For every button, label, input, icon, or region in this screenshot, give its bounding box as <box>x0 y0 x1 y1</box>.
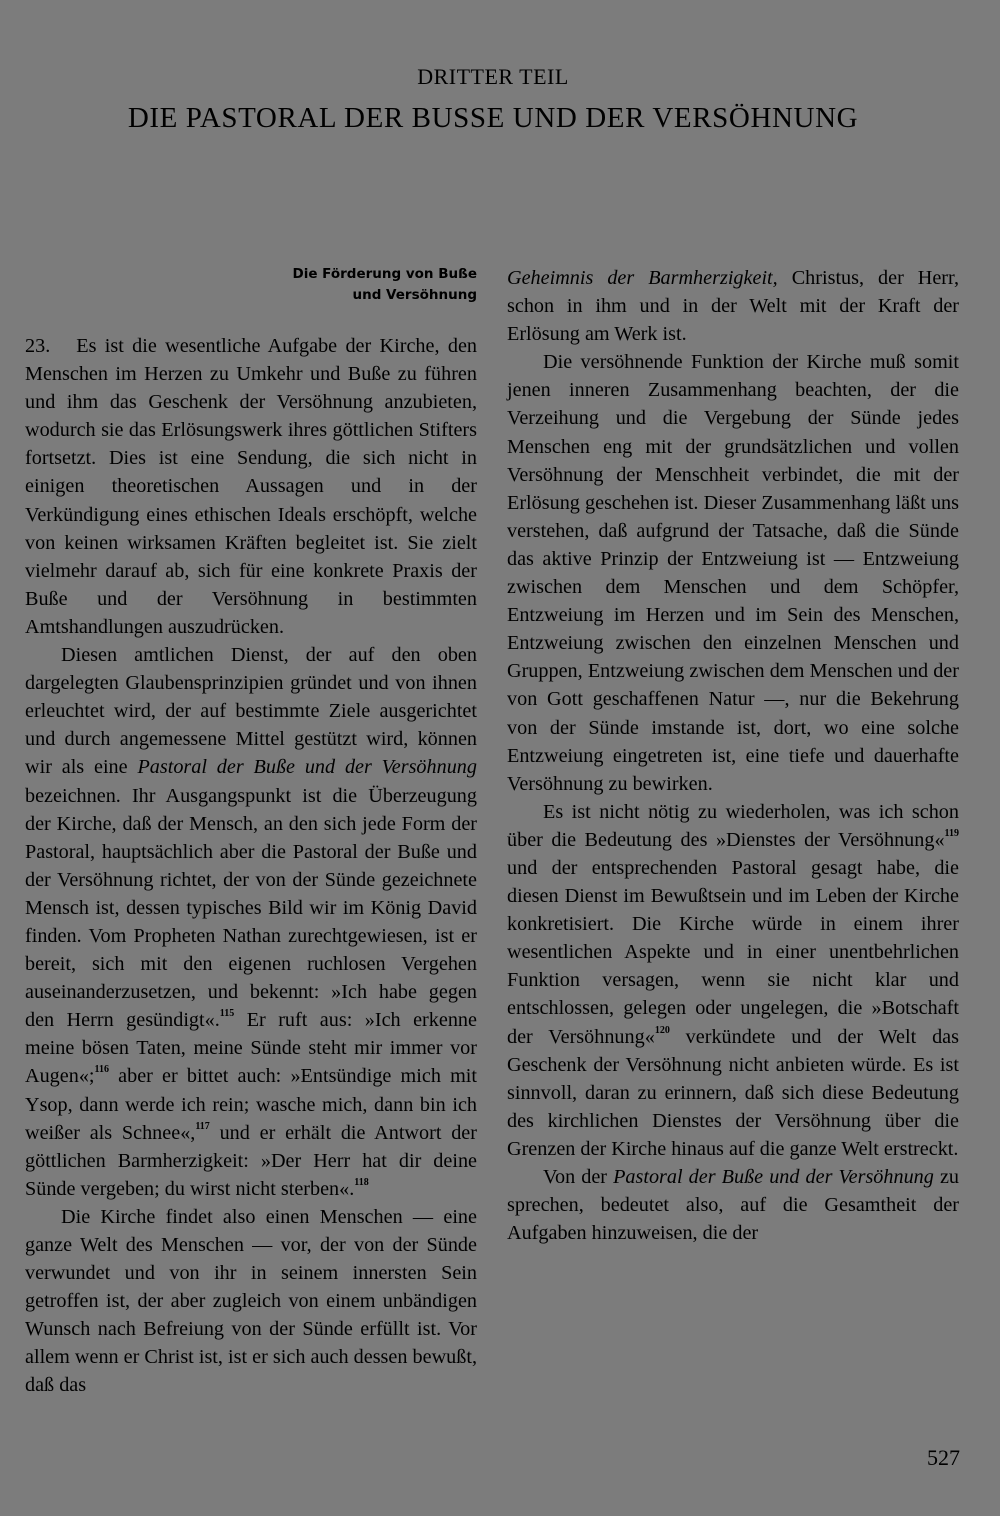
section-heading-line-2: und Versöhnung <box>352 287 477 303</box>
part-title: DIE PASTORAL DER BUSSE UND DER VERSÖHNUNG <box>127 102 859 134</box>
paragraph-3-start <box>25 1203 477 1400</box>
paragraph-1-text: Es ist die wesentliche Aufgabe der Kirche, den Menschen im Herzen zu Umkehr und Buße zu führen und ihm das Geschenk der Versöhnung anzubieten, wodurch sie das Erlösungswerk ihres göttlichen Stifters fortsetzt. Dies ist eine Sendung, die sich nicht in einigen theoretischen Aussagen und in der Verkündigung eines ethischen Ideals erschöpft, welche von keinen wirksamen Kräften begleitet ist. Sie zielt vielmehr darauf ab, sich für eine konkrete Praxis der Buße und der Versöhnung in bestimmten Amtshandlungen auszudrücken. <box>25 335 477 638</box>
section-heading <box>25 264 477 306</box>
paragraph-6-text-b: zu sprechen, bedeutet also, auf die Gesamtheit der Aufgaben hinzuweisen, die der <box>507 1166 959 1245</box>
paragraph-5 <box>507 798 959 1163</box>
paragraph-5-text-b: und der entsprechenden Pastoral gesagt habe, die diesen Dienst im Bewußtsein und im Leben der Kirche konkretisiert. Die Kirche würde in einem ihrer wesentlichen Aspekte und in einer unentbehrlichen Funktion versagen, wenn sie nicht klar und entschlossen, gelegen oder ungelegen, die »Botschaft der Versöhnung« <box>507 856 959 1048</box>
paragraph-2-text-e: und er erhält die Antwort der göttlichen Barmherzigkeit: »Der Herr hat dir deine Sünde vergeben; du wirst nicht sterben«. <box>25 1121 477 1200</box>
paragraph-3-text-a: Die Kirche findet also einen Menschen — eine ganze Welt des Menschen — vor, der von der Sünde verwundet und von ihr in seinem innersten Sein getroffen ist, der aber zugleich von einem unbändigen Wunsch nach Befreiung von der Sünde erfüllt ist. Vor allem wenn er Christ ist, ist er sich auch dessen bewußt, daß das <box>25 1205 477 1397</box>
section-number: 23. <box>25 335 51 357</box>
paragraph-2 <box>25 641 477 1203</box>
paragraph-6-italic: Pastoral der Buße und der Versöhnung <box>613 1166 934 1188</box>
paragraph-3-italic: Geheimnis der Barmherzigkeit, <box>507 267 778 289</box>
paragraph-2-text-d: aber er bittet auch: »Entsündige mich mit Ysop, dann werde ich rein; wasche mich, dann bin ich weißer als Schnee«, <box>25 1065 477 1144</box>
paragraph-3-text-b: Christus, der Herr, schon in ihm und in der Welt mit der Kraft der Erlösung am Werk ist. <box>507 267 959 346</box>
paragraph-5-text-c: verkündete und der Welt das Geschenk der Versöhnung nicht anbieten würde. Es ist sinnvoll, daran zu erinnern, daß sich diese Bedeutung des kirchlichen Dienstes der Versöhnung über die Grenzen der Kirche hinaus auf die ganze Welt erstreckt. <box>507 1025 959 1160</box>
paragraph-2-italic: Pastoral der Buße und der Versöhnung <box>137 756 477 779</box>
page-number: 527 <box>927 1445 960 1470</box>
paragraph-2-text-c: Er ruft aus: »Ich erkenne meine bösen Taten, meine Sünde steht mir immer vor Augen«; <box>25 1009 477 1088</box>
paragraph-6-text-a: Von der <box>543 1166 614 1188</box>
paragraph-1 <box>25 332 477 641</box>
paragraph-4 <box>507 348 959 798</box>
paragraph-3-end <box>507 264 959 348</box>
part-label: DRITTER TEIL <box>417 64 569 89</box>
footnote-ref-120[interactable]: 120 <box>654 1024 670 1036</box>
paragraph-2-text-b: bezeichnen. Ihr Ausgangspunkt ist die Überzeugung der Kirche, daß der Mensch, an den sich jede Form der Pastoral, hauptsächlich aber die Pastoral der Buße und der Versöhnung richtet, der von der Sünde gezeichnete Mensch ist, dessen typisches Bild wir im König David finden. Vom Propheten Nathan zurechtgewiesen, ist er bereit, sich mit den eigenen ruchlosen Vergehen auseinanderzusetzen, und bekennt: »Ich habe gegen den Herrn gesündigt«. <box>25 784 477 1032</box>
paragraph-5-text-a: Es ist nicht nötig zu wiederholen, was ich schon über die Bedeutung des »Dienstes der Versöhnung« <box>507 800 959 851</box>
paragraph-2-text-a: Diesen amtlichen Dienst, der auf den oben dargelegten Glaubensprinzipien gründet und von ihnen erleuchtet wird, der auf bestimmte Ziele ausgerichtet und durch angemessene Mittel gestützt wird, können wir als eine <box>25 644 477 779</box>
paragraph-4-text: Die versöhnende Funktion der Kirche muß somit jenen inneren Zusammenhang beachten, der die Verzeihung und die Vergebung der Sünde jedes Menschen eng mit der grundsätzlichen und vollen Versöhnung der Menschheit verbindet, die mit der Erlösung geschehen ist. Dieser Zusammenhang läßt uns verstehen, daß aufgrund der Tatsache, daß die Sünde das aktive Prinzip der Entzweiung ist — Entzweiung zwischen dem Menschen und dem Schöpfer, Entzweiung im Herzen und im Sein des Menschen, Entzweiung zwischen den einzelnen Menschen und Gruppen, Entzweiung zwischen dem Menschen und der von Gott geschaffenen Natur —, nur die Bekehrung von der Sünde imstande ist, dort, wo eine solche Entzweiung eingetreten ist, eine tiefe und dauerhafte Versöhnung zu bewirken. <box>507 351 959 795</box>
paragraph-6 <box>507 1163 959 1247</box>
footnote-ref-115[interactable]: 115 <box>219 1008 235 1020</box>
footnote-ref-119[interactable]: 119 <box>944 827 959 839</box>
footnote-ref-118[interactable]: 118 <box>354 1176 369 1188</box>
footnote-ref-117[interactable]: 117 <box>195 1120 210 1132</box>
footnote-ref-116[interactable]: 116 <box>94 1064 109 1076</box>
right-column <box>507 264 959 1247</box>
left-column <box>25 264 477 1400</box>
section-heading-line-1: Die Förderung von Buße <box>292 266 477 282</box>
